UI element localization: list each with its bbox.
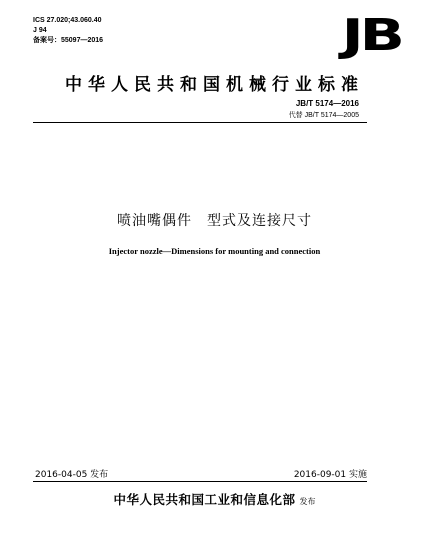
standard-number: JB/T 5174—2016 bbox=[295, 99, 359, 108]
jb-logo: JB bbox=[341, 10, 401, 61]
chinese-title: 喷油嘴偶件 型式及连接尺寸 bbox=[117, 213, 312, 229]
classification-code: J 94 bbox=[33, 27, 47, 34]
issue-date: 2016-04-05 发布 bbox=[35, 470, 109, 480]
english-title: Injector nozzle—Dimensions for mounting and connection bbox=[108, 246, 321, 256]
record-number: 备案号：55097—2016 bbox=[33, 37, 104, 44]
bottom-divider bbox=[33, 481, 367, 482]
publisher-name: 中华人民共和国工业和信息化部 bbox=[113, 492, 296, 507]
industry-standard-title: 中华人民共和国机械行业标准 bbox=[65, 75, 364, 95]
replaces-standard: 代替 JB/T 5174—2005 bbox=[288, 112, 359, 119]
top-divider bbox=[33, 122, 367, 123]
implementation-date: 2016-09-01 实施 bbox=[293, 470, 367, 480]
publisher-suffix: 发布 bbox=[299, 497, 316, 506]
ics-code: ICS 27.020;43.060.40 bbox=[33, 17, 102, 24]
publisher bbox=[0, 490, 429, 508]
